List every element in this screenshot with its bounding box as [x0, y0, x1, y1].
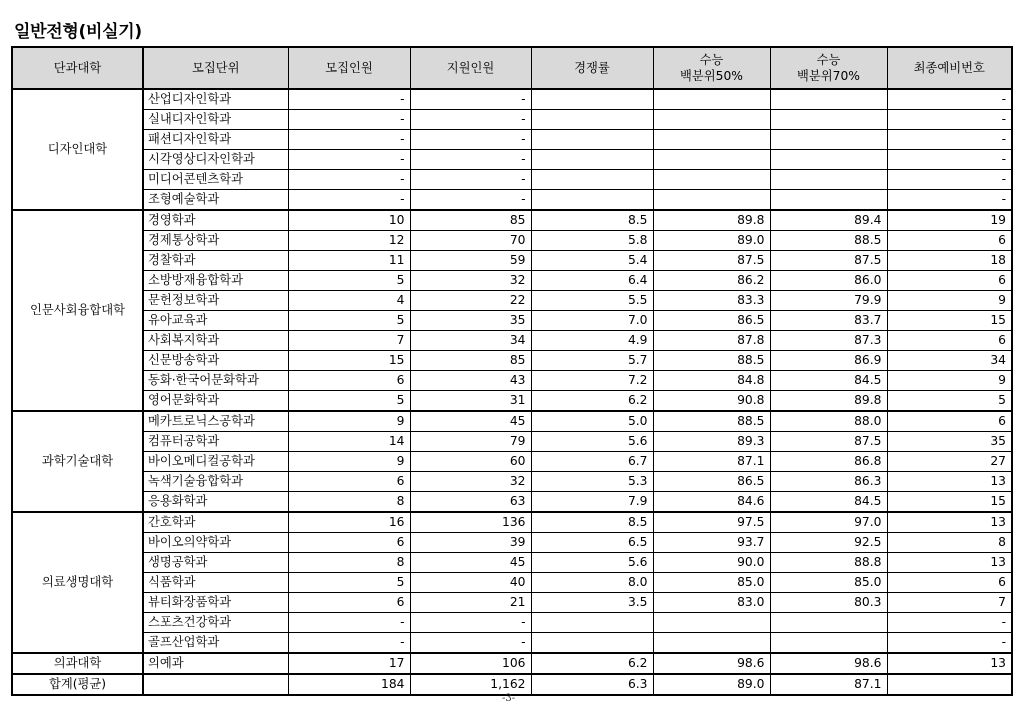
- p70-cell: 83.7: [770, 311, 887, 331]
- applicants-cell: -: [410, 170, 531, 190]
- table-row: [12, 231, 1012, 251]
- p70-cell: 89.4: [770, 210, 887, 231]
- p50-cell: 87.8: [653, 331, 770, 351]
- quota-cell: -: [288, 110, 410, 130]
- univ-cell: 의과대학: [12, 653, 143, 674]
- dept-cell: 경제통상학과: [143, 231, 288, 251]
- applicants-cell: 43: [410, 371, 531, 391]
- waitlist-cell: 19: [887, 210, 1012, 231]
- ratio-cell: 8.5: [531, 210, 653, 231]
- applicants-cell: 79: [410, 432, 531, 452]
- quota-cell: 12: [288, 231, 410, 251]
- applicants-cell: 70: [410, 231, 531, 251]
- p50-cell: 83.3: [653, 291, 770, 311]
- p50-cell: 84.8: [653, 371, 770, 391]
- waitlist-cell: 15: [887, 492, 1012, 513]
- ratio-cell: [531, 89, 653, 110]
- waitlist-cell: 35: [887, 432, 1012, 452]
- waitlist-cell: 13: [887, 472, 1012, 492]
- dept-cell: 문헌정보학과: [143, 291, 288, 311]
- header-applicants: 지원인원: [410, 47, 531, 89]
- table-row: [12, 573, 1012, 593]
- p50-cell: 89.0: [653, 231, 770, 251]
- dept-cell: 사회복지학과: [143, 331, 288, 351]
- header-ratio: 경쟁률: [531, 47, 653, 89]
- p70-cell: [770, 170, 887, 190]
- quota-cell: -: [288, 633, 410, 654]
- p70-cell: 86.9: [770, 351, 887, 371]
- p70-cell: [770, 150, 887, 170]
- dept-cell: 신문방송학과: [143, 351, 288, 371]
- ratio-cell: 5.6: [531, 432, 653, 452]
- applicants-cell: 63: [410, 492, 531, 513]
- univ-cell: 의료생명대학: [12, 512, 143, 653]
- dept-cell: 동화·한국어문화학과: [143, 371, 288, 391]
- p70-cell: 80.3: [770, 593, 887, 613]
- quota-cell: 16: [288, 512, 410, 533]
- p50-cell: [653, 633, 770, 654]
- waitlist-cell: 6: [887, 331, 1012, 351]
- dept-cell: 소방방재융합학과: [143, 271, 288, 291]
- table-row: [12, 452, 1012, 472]
- quota-cell: 17: [288, 653, 410, 674]
- quota-cell: 6: [288, 533, 410, 553]
- quota-cell: 5: [288, 573, 410, 593]
- table-row: [12, 331, 1012, 351]
- p70-cell: [770, 613, 887, 633]
- dept-cell: 응용화학과: [143, 492, 288, 513]
- p70-cell: 84.5: [770, 492, 887, 513]
- ratio-cell: [531, 110, 653, 130]
- table-row: [12, 110, 1012, 130]
- ratio-cell: 7.2: [531, 371, 653, 391]
- p70-cell: 86.3: [770, 472, 887, 492]
- ratio-cell: 5.7: [531, 351, 653, 371]
- ratio-cell: 6.4: [531, 271, 653, 291]
- ratio-cell: [531, 613, 653, 633]
- univ-cell: 인문사회융합대학: [12, 210, 143, 411]
- applicants-cell: -: [410, 613, 531, 633]
- quota-cell: 7: [288, 331, 410, 351]
- header-p70-line1: 수능: [816, 53, 841, 67]
- table-row: [12, 492, 1012, 513]
- total-row: [12, 674, 1012, 695]
- p70-cell: 84.5: [770, 371, 887, 391]
- p50-cell: 87.5: [653, 251, 770, 271]
- ratio-cell: 8.0: [531, 573, 653, 593]
- univ-cell: 과학기술대학: [12, 411, 143, 512]
- applicants-cell: 40: [410, 573, 531, 593]
- applicants-cell: 45: [410, 411, 531, 432]
- p50-cell: [653, 150, 770, 170]
- p50-cell: 86.2: [653, 271, 770, 291]
- dept-cell: 뷰티화장품학과: [143, 593, 288, 613]
- p50-cell: 85.0: [653, 573, 770, 593]
- table-row: [12, 210, 1012, 231]
- p50-cell: [653, 190, 770, 211]
- p50-cell: 90.0: [653, 553, 770, 573]
- p70-cell: 89.8: [770, 391, 887, 412]
- p50-cell: [653, 110, 770, 130]
- total-waitlist-cell: [887, 674, 1012, 695]
- quota-cell: -: [288, 89, 410, 110]
- table-row: [12, 613, 1012, 633]
- table-row: [12, 251, 1012, 271]
- table-row: [12, 291, 1012, 311]
- dept-cell: 녹색기술융합학과: [143, 472, 288, 492]
- table-row: [12, 170, 1012, 190]
- ratio-cell: 5.4: [531, 251, 653, 271]
- p50-cell: 89.3: [653, 432, 770, 452]
- table-body: [12, 89, 1012, 695]
- table-row: [12, 533, 1012, 553]
- p50-cell: 89.8: [653, 210, 770, 231]
- ratio-cell: 7.9: [531, 492, 653, 513]
- waitlist-cell: 18: [887, 251, 1012, 271]
- applicants-cell: 106: [410, 653, 531, 674]
- page-number: -3-: [502, 693, 516, 704]
- table-row: [12, 653, 1012, 674]
- page-title: 일반전형(비실기): [14, 22, 142, 42]
- applicants-cell: 85: [410, 210, 531, 231]
- applicants-cell: 32: [410, 472, 531, 492]
- p50-cell: 87.1: [653, 452, 770, 472]
- applicants-cell: 39: [410, 533, 531, 553]
- univ-cell: 디자인대학: [12, 89, 143, 210]
- p50-cell: 84.6: [653, 492, 770, 513]
- waitlist-cell: -: [887, 150, 1012, 170]
- ratio-cell: 5.3: [531, 472, 653, 492]
- waitlist-cell: -: [887, 613, 1012, 633]
- waitlist-cell: -: [887, 130, 1012, 150]
- waitlist-cell: 9: [887, 291, 1012, 311]
- waitlist-cell: 9: [887, 371, 1012, 391]
- dept-cell: 시각영상디자인학과: [143, 150, 288, 170]
- applicants-cell: 60: [410, 452, 531, 472]
- dept-cell: 생명공학과: [143, 553, 288, 573]
- dept-cell: 미디어콘텐츠학과: [143, 170, 288, 190]
- ratio-cell: 3.5: [531, 593, 653, 613]
- applicants-cell: 31: [410, 391, 531, 412]
- dept-cell: 메카트로닉스공학과: [143, 411, 288, 432]
- waitlist-cell: 8: [887, 533, 1012, 553]
- total-applicants-cell: 1,162: [410, 674, 531, 695]
- p50-cell: [653, 130, 770, 150]
- p50-cell: 88.5: [653, 351, 770, 371]
- ratio-cell: 6.2: [531, 391, 653, 412]
- header-dept: 모집단위: [143, 47, 288, 89]
- waitlist-cell: 34: [887, 351, 1012, 371]
- dept-cell: 바이오메디컬공학과: [143, 452, 288, 472]
- table-row: [12, 150, 1012, 170]
- p70-cell: 88.5: [770, 231, 887, 251]
- p50-cell: [653, 89, 770, 110]
- ratio-cell: 8.5: [531, 512, 653, 533]
- ratio-cell: [531, 633, 653, 654]
- dept-cell: 컴퓨터공학과: [143, 432, 288, 452]
- header-univ: 단과대학: [12, 47, 143, 89]
- p50-cell: 90.8: [653, 391, 770, 412]
- p50-cell: [653, 170, 770, 190]
- ratio-cell: 5.8: [531, 231, 653, 251]
- quota-cell: 9: [288, 411, 410, 432]
- quota-cell: -: [288, 613, 410, 633]
- waitlist-cell: 7: [887, 593, 1012, 613]
- total-dept-cell: [143, 674, 288, 695]
- ratio-cell: 6.5: [531, 533, 653, 553]
- table-row: [12, 432, 1012, 452]
- header-p50-line2: 백분위50%: [680, 69, 743, 83]
- table-row: [12, 633, 1012, 654]
- p70-cell: 98.6: [770, 653, 887, 674]
- table-row: [12, 371, 1012, 391]
- dept-cell: 의예과: [143, 653, 288, 674]
- p70-cell: [770, 190, 887, 211]
- quota-cell: 8: [288, 492, 410, 513]
- table-row: [12, 391, 1012, 412]
- waitlist-cell: 6: [887, 231, 1012, 251]
- total-ratio-cell: 6.3: [531, 674, 653, 695]
- applicants-cell: 85: [410, 351, 531, 371]
- table-row: [12, 271, 1012, 291]
- ratio-cell: [531, 150, 653, 170]
- header-p50: [653, 47, 770, 89]
- quota-cell: -: [288, 130, 410, 150]
- p50-cell: 88.5: [653, 411, 770, 432]
- p50-cell: 83.0: [653, 593, 770, 613]
- p50-cell: 86.5: [653, 472, 770, 492]
- table-row: [12, 89, 1012, 110]
- applicants-cell: -: [410, 633, 531, 654]
- applicants-cell: 59: [410, 251, 531, 271]
- dept-cell: 실내디자인학과: [143, 110, 288, 130]
- table-row: [12, 512, 1012, 533]
- ratio-cell: 5.5: [531, 291, 653, 311]
- dept-cell: 경영학과: [143, 210, 288, 231]
- table-row: [12, 553, 1012, 573]
- applicants-cell: 34: [410, 331, 531, 351]
- quota-cell: -: [288, 150, 410, 170]
- p70-cell: 88.0: [770, 411, 887, 432]
- quota-cell: 6: [288, 371, 410, 391]
- quota-cell: -: [288, 190, 410, 211]
- p70-cell: [770, 130, 887, 150]
- waitlist-cell: 27: [887, 452, 1012, 472]
- header-quota: 모집인원: [288, 47, 410, 89]
- applicants-cell: 21: [410, 593, 531, 613]
- applicants-cell: 22: [410, 291, 531, 311]
- quota-cell: 9: [288, 452, 410, 472]
- p70-cell: 85.0: [770, 573, 887, 593]
- ratio-cell: [531, 170, 653, 190]
- ratio-cell: [531, 130, 653, 150]
- p70-cell: 86.8: [770, 452, 887, 472]
- table-row: [12, 311, 1012, 331]
- dept-cell: 식품학과: [143, 573, 288, 593]
- waitlist-cell: 13: [887, 653, 1012, 674]
- table-row: [12, 472, 1012, 492]
- waitlist-cell: -: [887, 89, 1012, 110]
- ratio-cell: 5.0: [531, 411, 653, 432]
- p70-cell: 79.9: [770, 291, 887, 311]
- quota-cell: 10: [288, 210, 410, 231]
- quota-cell: 6: [288, 472, 410, 492]
- waitlist-cell: 6: [887, 573, 1012, 593]
- quota-cell: 5: [288, 311, 410, 331]
- applicants-cell: 32: [410, 271, 531, 291]
- quota-cell: 4: [288, 291, 410, 311]
- waitlist-cell: 5: [887, 391, 1012, 412]
- applicants-cell: -: [410, 150, 531, 170]
- table-row: [12, 411, 1012, 432]
- p70-cell: 87.5: [770, 432, 887, 452]
- table-row: [12, 130, 1012, 150]
- p70-cell: 87.3: [770, 331, 887, 351]
- waitlist-cell: -: [887, 190, 1012, 211]
- waitlist-cell: -: [887, 633, 1012, 654]
- quota-cell: -: [288, 170, 410, 190]
- waitlist-cell: -: [887, 110, 1012, 130]
- dept-cell: 간호학과: [143, 512, 288, 533]
- p50-cell: 97.5: [653, 512, 770, 533]
- ratio-cell: 5.6: [531, 553, 653, 573]
- quota-cell: 14: [288, 432, 410, 452]
- dept-cell: 산업디자인학과: [143, 89, 288, 110]
- p70-cell: 88.8: [770, 553, 887, 573]
- dept-cell: 골프산업학과: [143, 633, 288, 654]
- header-row: [12, 47, 1012, 89]
- applicants-cell: -: [410, 130, 531, 150]
- dept-cell: 바이오의약학과: [143, 533, 288, 553]
- applicants-cell: 35: [410, 311, 531, 331]
- p50-cell: 93.7: [653, 533, 770, 553]
- dept-cell: 경찰학과: [143, 251, 288, 271]
- admission-results-table: [11, 46, 1013, 696]
- total-quota-cell: 184: [288, 674, 410, 695]
- quota-cell: 8: [288, 553, 410, 573]
- dept-cell: 스포츠건강학과: [143, 613, 288, 633]
- p70-cell: [770, 89, 887, 110]
- header-p70-line2: 백분위70%: [797, 69, 860, 83]
- total-label: 합계(평균): [12, 674, 143, 695]
- dept-cell: 영어문화학과: [143, 391, 288, 412]
- applicants-cell: 45: [410, 553, 531, 573]
- p70-cell: [770, 110, 887, 130]
- dept-cell: 조형예술학과: [143, 190, 288, 211]
- applicants-cell: -: [410, 89, 531, 110]
- total-p50-cell: 89.0: [653, 674, 770, 695]
- p50-cell: 98.6: [653, 653, 770, 674]
- table-row: [12, 190, 1012, 211]
- ratio-cell: 6.7: [531, 452, 653, 472]
- table-row: [12, 351, 1012, 371]
- ratio-cell: 7.0: [531, 311, 653, 331]
- ratio-cell: 6.2: [531, 653, 653, 674]
- quota-cell: 5: [288, 391, 410, 412]
- waitlist-cell: 6: [887, 271, 1012, 291]
- p70-cell: 92.5: [770, 533, 887, 553]
- waitlist-cell: -: [887, 170, 1012, 190]
- header-p50-line1: 수능: [699, 53, 724, 67]
- header-p70: [770, 47, 887, 89]
- p70-cell: 87.5: [770, 251, 887, 271]
- table-row: [12, 593, 1012, 613]
- applicants-cell: -: [410, 110, 531, 130]
- p70-cell: 97.0: [770, 512, 887, 533]
- waitlist-cell: 6: [887, 411, 1012, 432]
- waitlist-cell: 15: [887, 311, 1012, 331]
- ratio-cell: 4.9: [531, 331, 653, 351]
- quota-cell: 11: [288, 251, 410, 271]
- applicants-cell: 136: [410, 512, 531, 533]
- header-waitlist: 최종예비번호: [887, 47, 1012, 89]
- quota-cell: 15: [288, 351, 410, 371]
- p50-cell: [653, 613, 770, 633]
- quota-cell: 5: [288, 271, 410, 291]
- dept-cell: 유아교육과: [143, 311, 288, 331]
- quota-cell: 6: [288, 593, 410, 613]
- total-p70-cell: 87.1: [770, 674, 887, 695]
- waitlist-cell: 13: [887, 512, 1012, 533]
- p70-cell: [770, 633, 887, 654]
- applicants-cell: -: [410, 190, 531, 211]
- p70-cell: 86.0: [770, 271, 887, 291]
- waitlist-cell: 13: [887, 553, 1012, 573]
- dept-cell: 패션디자인학과: [143, 130, 288, 150]
- ratio-cell: [531, 190, 653, 211]
- p50-cell: 86.5: [653, 311, 770, 331]
